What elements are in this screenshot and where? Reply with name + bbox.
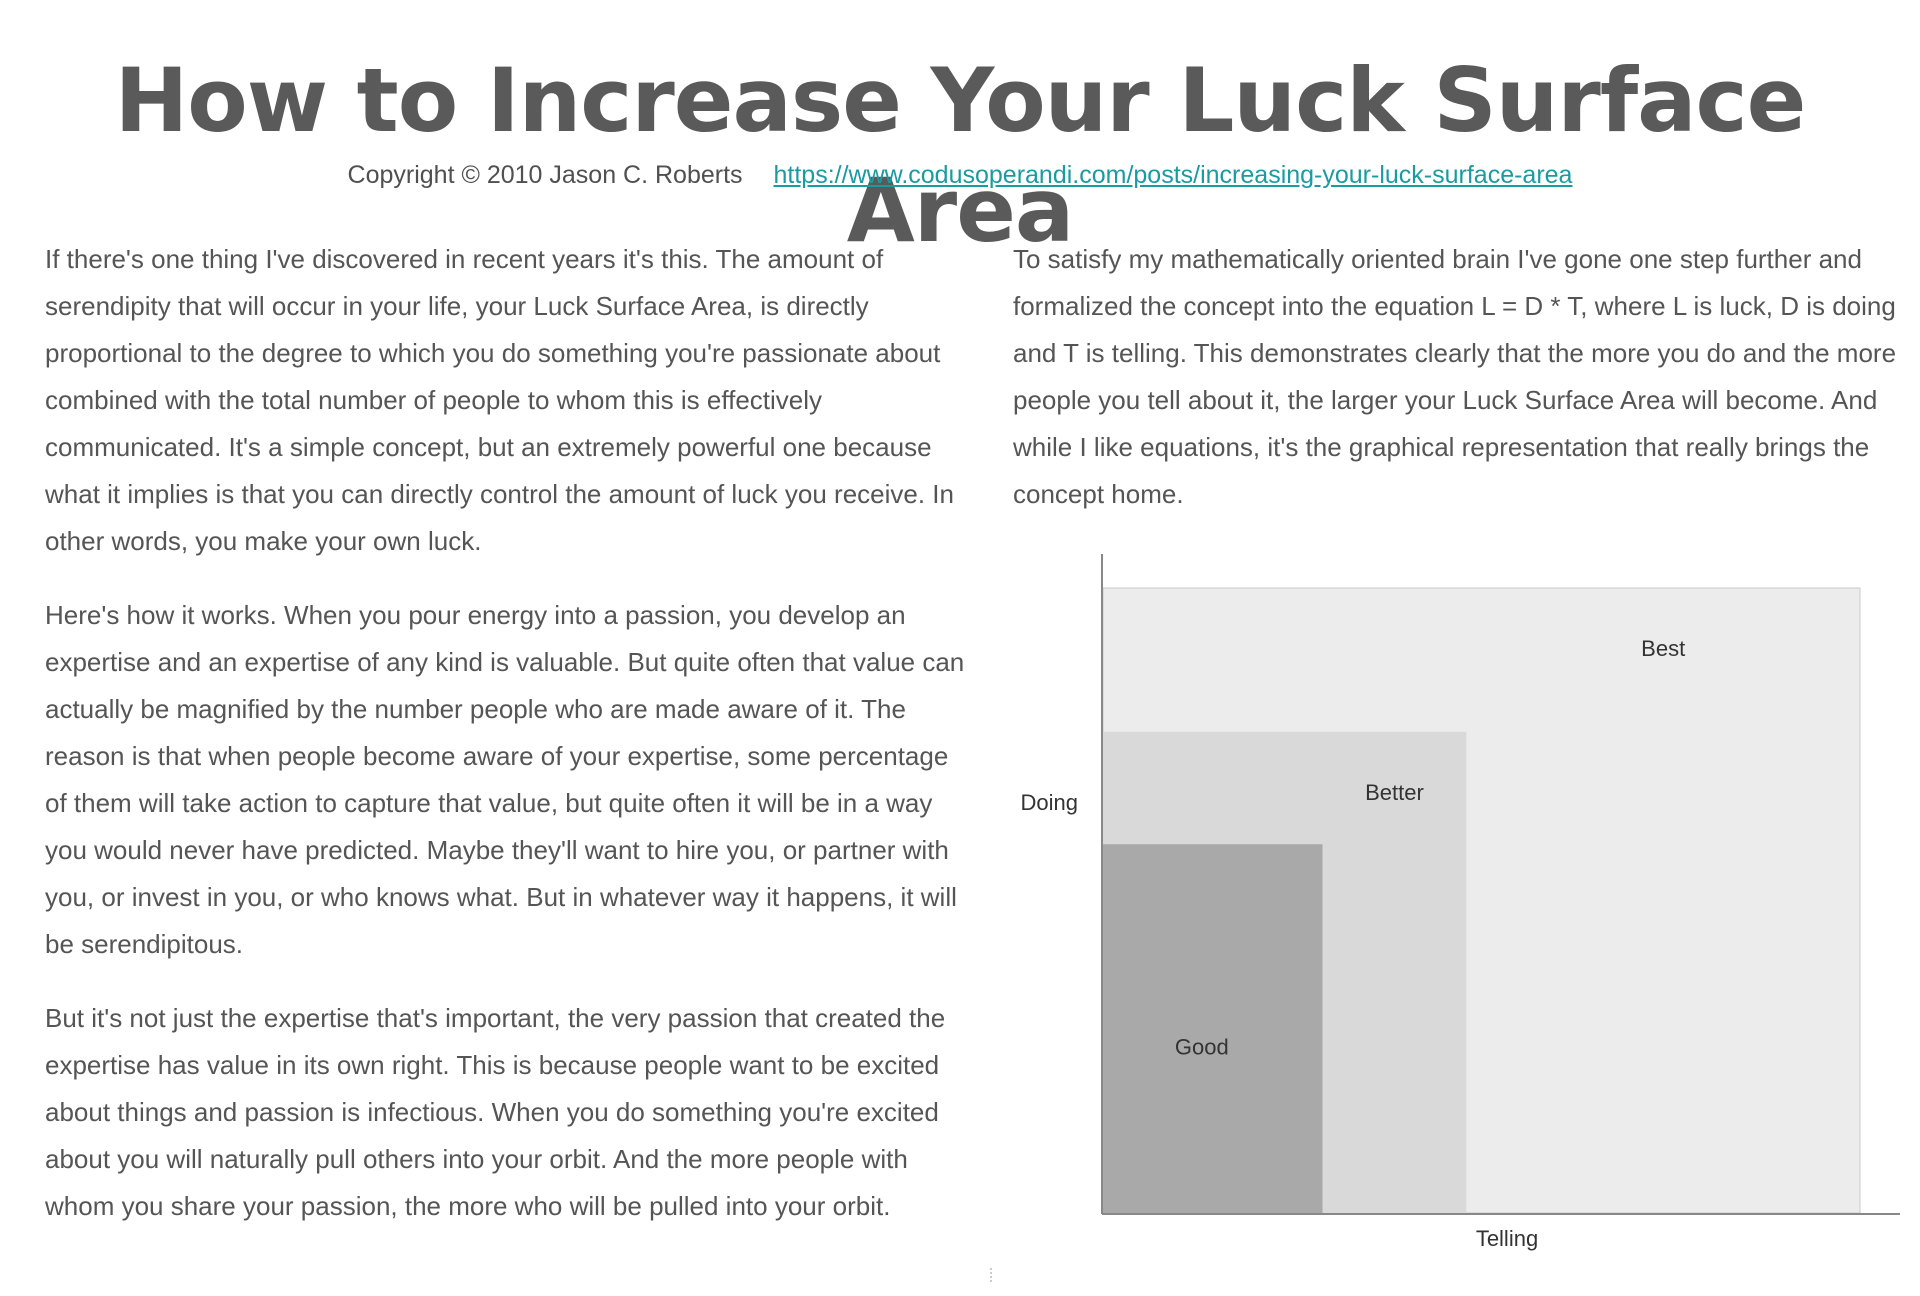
paragraph: Here's how it works. When you pour energy into a passion, you develop an expertise and an expertise of any kind is valuable. But quite often that value can actually be magnified by the number people who are made aware of it. The reason is that when people become aware of your expertise, some percentage of them will take action to capture that value, but quite often it will be in a way you would never have predicted. Maybe they'll want to hire you, or partner with you, or invest in you, or who knows what. But in whatever way it happens, it will be serendipitous. xyxy=(45,600,965,959)
chart-svg xyxy=(1010,548,1910,1258)
byline xyxy=(0,158,1920,192)
paragraph: But it's not just the expertise that's important, the very passion that created the expertise has value in its own right. This is because people want to be excited about things and passion is infectious. When you do something you're excited about you will naturally pull others into your orbit. And the more people with whom you share your passion, the more who will be pulled into your orbit. xyxy=(45,1003,946,1221)
page-title: How to Increase Your Luck Surface Area xyxy=(114,49,1806,262)
x-axis-label: Telling xyxy=(1475,1226,1539,1251)
region-good xyxy=(1103,844,1323,1213)
region-label-good: Good xyxy=(1174,1034,1229,1060)
left-column xyxy=(45,236,965,1257)
paragraph: If there's one thing I've discovered in recent years it's this. The amount of serendipity that will occur in your life, your Luck Surface Area, is directly proportional to the degree to which you do something you're passionate about combined with the total number of people to whom this is effectively communicated. It's a simple concept, but an extremely powerful one because what it implies is that you can directly control the amount of luck you receive. In other words, you make your own luck. xyxy=(45,244,954,556)
luck-surface-area-chart xyxy=(1010,548,1910,1258)
paragraph: To satisfy my mathematically oriented brain I've gone one step further and formalized the concept into the equation L = D * T, where L is luck, D is doing and T is telling. This demonstrates clearly that the more you do and the more people you tell about it, the larger your Luck Surface Area will become. And while I like equations, it's the graphical representation that really brings the concept home. xyxy=(1013,244,1897,509)
region-label-better: Better xyxy=(1365,779,1424,805)
copyright-notice: Copyright © 2010 Jason C. Roberts xyxy=(347,161,743,189)
y-axis-label: Doing xyxy=(1020,790,1078,815)
right-column xyxy=(1013,236,1908,545)
regions-layer xyxy=(1103,588,1860,1213)
column-divider-mark xyxy=(990,1268,994,1282)
region-label-best: Best xyxy=(1641,636,1686,661)
source-link[interactable]: https://www.codusoperandi.com/posts/increasing-your-luck-surface-area xyxy=(773,161,1573,189)
